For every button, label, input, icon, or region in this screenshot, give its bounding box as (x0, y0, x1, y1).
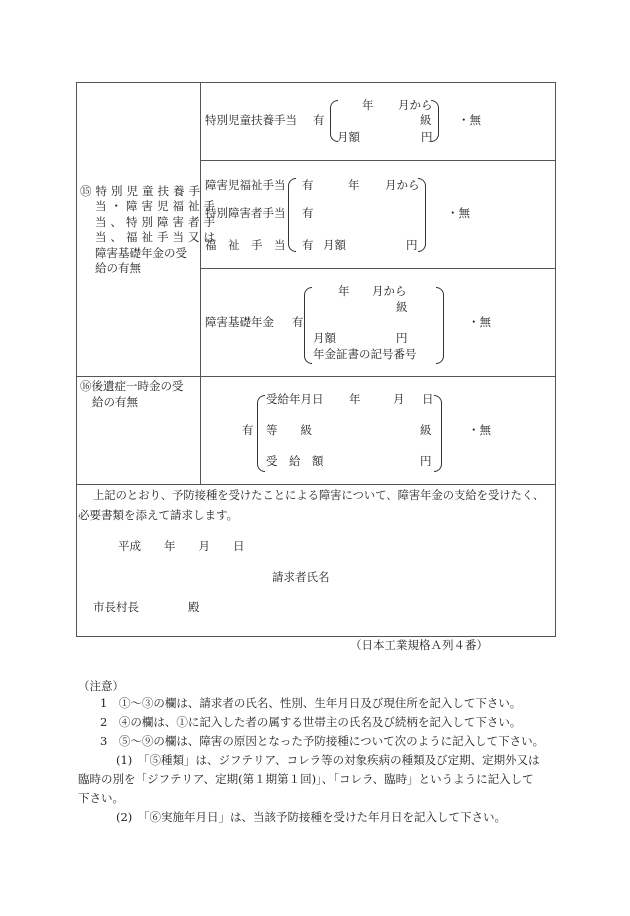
grade-label: 級 (420, 113, 432, 127)
disabled-child-welfare-label: 障害児福祉手当 (205, 178, 286, 192)
item16-label: ⑯後遺症一時金の受 (80, 379, 184, 393)
monthly-label: 月額 (337, 130, 360, 144)
year-label: 年 (349, 392, 361, 406)
month-from-label: 月から (398, 98, 433, 112)
no-label: ・無 (458, 113, 481, 127)
bracket-right (434, 395, 442, 472)
note-line: 3 ⑤～⑨の欄は、障害の原因となった予防接種について次のように記入して下さい。 (100, 734, 545, 748)
receipt-date-label: 受給年月日 (266, 392, 324, 406)
monthly-label: 月額 (313, 331, 336, 345)
mayor-label: 市長村長 (93, 600, 139, 614)
certificate-number-label: 年金証書の記号番号 (313, 347, 417, 361)
note-line: 2 ④の欄は、①に記入した者の属する世帯主の氏名及び続柄を記入して下さい。 (100, 715, 522, 729)
special-child-allowance-label: 特別児童扶養手当 (205, 113, 297, 127)
yen-label: 円 (406, 238, 418, 252)
date-field[interactable]: 平成 年 月 日 (118, 539, 245, 553)
column-divider (200, 82, 201, 484)
month-label: 月 (393, 392, 405, 406)
bracket-left (257, 395, 265, 472)
honorific-label: 殿 (188, 600, 200, 614)
item15-label: 当、福祉手当又は (95, 230, 219, 244)
grade-label: 級 (420, 423, 432, 437)
bracket-right (431, 100, 439, 142)
yen-label: 円 (421, 130, 433, 144)
note-line: 臨時の別を「ジフテリア、定期(第１期第１回)」、「コレラ、臨時」というように記入して (78, 772, 534, 786)
item15-label: 当、特別障害者手 (95, 215, 219, 229)
note-line: 1 ①～③の欄は、請求者の氏名、性別、生年月日及び現住所を記入して下さい。 (100, 696, 522, 710)
yes-label: 有 (313, 113, 325, 127)
grade-label: 級 (396, 300, 408, 314)
bracket-left (304, 287, 312, 364)
bracket-right (418, 178, 426, 252)
monthly-label: 月額 (323, 238, 346, 252)
paper-size-note: （日本工業規格Ａ列４番） (350, 638, 488, 652)
table-border (76, 82, 77, 637)
yes-label: 有 (292, 315, 304, 329)
divider (200, 268, 556, 269)
yes-label: 有 (302, 238, 314, 252)
item15-label: ⑮特別児童扶養手 (80, 184, 204, 198)
divider (76, 484, 556, 485)
item15-label: 障害基礎年金の受 (95, 246, 187, 260)
no-label: ・無 (468, 423, 491, 437)
table-border (555, 82, 556, 637)
year-label: 年 (362, 98, 374, 112)
bracket-right (436, 287, 444, 364)
note-line: (1) 「⑤種類」は、ジフテリア、コレラ等の対象疾病の種類及び定期、定期外又は (116, 753, 540, 767)
yen-label: 円 (420, 454, 432, 468)
yes-label: 有 (302, 178, 314, 192)
yes-label: 有 (242, 423, 254, 437)
bracket-left (288, 178, 296, 252)
note-line: (2) 「⑥実施年月日」は、当該予防接種を受けた年月日を記入して下さい。 (116, 810, 507, 824)
day-label: 日 (422, 392, 434, 406)
year-label: 年 (338, 284, 350, 298)
welfare-allowance-label: 福 祉 手 当 (205, 238, 286, 252)
special-disability-allowance-label: 特別障害者手当 (205, 206, 286, 220)
month-from-label: 月から (385, 178, 420, 192)
amount-label: 受 給 額 (266, 454, 324, 468)
item15-label: 当・障害児福祉手 (95, 199, 219, 213)
item16-label: 給の有無 (92, 395, 138, 409)
grade-level-label: 等 級 (266, 423, 312, 437)
notes-title: （注意） (78, 679, 124, 693)
item15-label: 給の有無 (95, 261, 141, 275)
declaration-text: 必要書類を添えて請求します。 (78, 508, 239, 522)
divider (200, 160, 556, 161)
note-line: 下さい。 (78, 791, 124, 805)
claimant-name-field[interactable]: 請求者氏名 (272, 570, 330, 584)
yen-label: 円 (396, 331, 408, 345)
basic-pension-label: 障害基礎年金 (205, 315, 274, 329)
month-from-label: 月から (372, 284, 407, 298)
yes-label: 有 (302, 206, 314, 220)
year-label: 年 (348, 178, 360, 192)
table-border (76, 82, 556, 83)
no-label: ・無 (468, 315, 491, 329)
declaration-text: 上記のとおり、予防接種を受けたことによる障害について、障害年金の支給を受けたく、 (93, 489, 545, 502)
divider (76, 376, 556, 377)
no-label: ・無 (447, 206, 470, 220)
